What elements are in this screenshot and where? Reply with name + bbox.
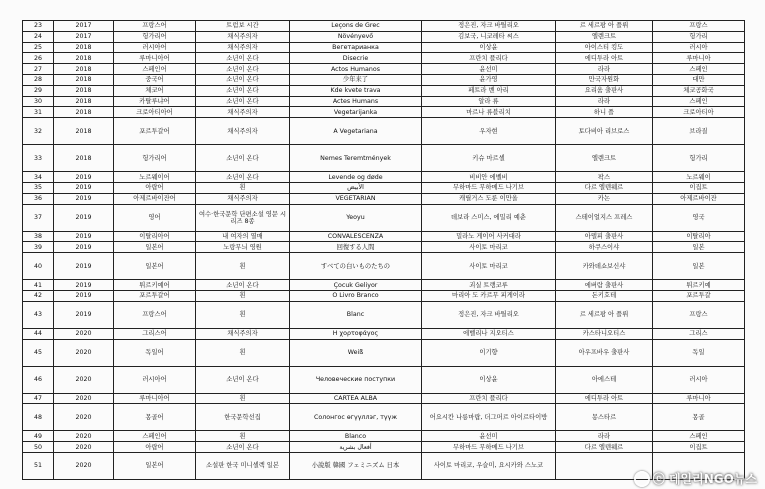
country-cell: 일본	[653, 242, 745, 253]
row-number-cell: 51	[23, 452, 54, 479]
year-cell: 2019	[54, 204, 114, 231]
original-work-cell: 여수·한국문학 단편소설 영문 시리즈 8종	[196, 204, 290, 231]
original-work-cell: 소년이 온다	[196, 96, 290, 107]
translated-title-cell: Солонгос өгүүллэг, түүж	[290, 404, 422, 431]
country-cell: 스페인	[653, 96, 745, 107]
translated-title-cell: Vegetarijanka	[290, 107, 422, 118]
year-cell: 2017	[54, 21, 114, 32]
original-work-cell: 채식주의자	[196, 118, 290, 145]
original-work-cell: 소년이 온다	[196, 172, 290, 183]
publisher-cell: 다르 엘텐웨르	[556, 182, 653, 193]
country-cell: 포르투갈	[653, 290, 745, 301]
table-row	[23, 182, 745, 193]
translator-cell: 이상윤	[422, 42, 556, 53]
country-cell: 루마니아	[653, 53, 745, 64]
watermark	[634, 470, 757, 488]
language-cell: 일본어	[114, 242, 196, 253]
publisher-cell: 아이스티 킹도	[556, 42, 653, 53]
year-cell: 2017	[54, 31, 114, 42]
country-cell: 프랑스	[653, 301, 745, 328]
year-cell: 2018	[54, 96, 114, 107]
translator-cell: 프란치 플리다	[422, 393, 556, 404]
country-cell: 체코공화국	[653, 85, 745, 96]
translated-title-cell: A Vegetariana	[290, 118, 422, 145]
language-cell: 아랍어	[114, 182, 196, 193]
year-cell: 2018	[54, 145, 114, 172]
year-cell: 2019	[54, 231, 114, 242]
row-number-cell: 50	[23, 442, 54, 453]
row-number-cell: 46	[23, 366, 54, 393]
translated-title-cell: Növényevő	[290, 31, 422, 42]
table-row	[23, 193, 745, 204]
row-number-cell: 33	[23, 145, 54, 172]
row-number-cell: 25	[23, 42, 54, 53]
year-cell: 2018	[54, 107, 114, 118]
country-cell: 러시아	[653, 366, 745, 393]
translated-title-cell: 小說版 韓國 フェミニズム 日本	[290, 452, 422, 479]
publisher-cell: 에버람 출판사	[556, 280, 653, 291]
language-cell: 아제르바이잔어	[114, 193, 196, 204]
language-cell: 포르투갈어	[114, 290, 196, 301]
language-cell: 이탈리아어	[114, 231, 196, 242]
translator-cell: 데보라 스미스, 에밀리 예춘	[422, 204, 556, 231]
original-work-cell: 한국문학선집	[196, 404, 290, 431]
translated-title-cell: Weiß	[290, 339, 422, 366]
translated-title-cell: Nemes Teremtmények	[290, 145, 422, 172]
country-cell: 이탈리아	[653, 231, 745, 242]
year-cell: 2020	[54, 339, 114, 366]
translator-cell: 김보국, 니코레타 씨스	[422, 31, 556, 42]
table-row	[23, 172, 745, 183]
original-work-cell: 채식주의자	[196, 42, 290, 53]
translator-cell: 윤선미	[422, 431, 556, 442]
translated-title-cell: Вегетарианка	[290, 42, 422, 53]
row-number-cell: 30	[23, 96, 54, 107]
language-cell: 러시아어	[114, 366, 196, 393]
translator-cell: 사이토 마리코, 우슬미, 요시카와 스노코	[422, 452, 556, 479]
country-cell: 노르웨이	[653, 172, 745, 183]
publisher-cell: 르 세르팡 아 플뤼	[556, 301, 653, 328]
year-cell: 2019	[54, 290, 114, 301]
translated-title-cell: O Livro Branco	[290, 290, 422, 301]
row-number-cell: 29	[23, 85, 54, 96]
row-number-cell: 27	[23, 64, 54, 75]
translated-title-cell: Actes Humans	[290, 96, 422, 107]
year-cell: 2020	[54, 442, 114, 453]
table-row	[23, 242, 745, 253]
book-list-table	[22, 20, 745, 480]
year-cell: 2018	[54, 42, 114, 53]
original-work-cell: 소설판 한국 미니셀렉 일본	[196, 452, 290, 479]
year-cell: 2019	[54, 182, 114, 193]
table-row	[23, 85, 745, 96]
translated-title-cell: CONVALESCENZA	[290, 231, 422, 242]
table-row	[23, 118, 745, 145]
language-cell: 크로아티아어	[114, 107, 196, 118]
row-number-cell: 24	[23, 31, 54, 42]
row-number-cell: 43	[23, 301, 54, 328]
country-cell: 그리스	[653, 328, 745, 339]
language-cell: 일본어	[114, 253, 196, 280]
translated-title-cell: Disecrie	[290, 53, 422, 64]
row-number-cell: 31	[23, 107, 54, 118]
original-work-cell: 소년이 온다	[196, 85, 290, 96]
publisher-cell: 요리움 출판사	[556, 85, 653, 96]
year-cell: 2020	[54, 452, 114, 479]
language-cell: 포르투갈어	[114, 118, 196, 145]
table-row	[23, 253, 745, 280]
translator-cell: 마리아 도 카르무 피게이라	[422, 290, 556, 301]
translator-cell: 무하마드 무하메드 나기브	[422, 182, 556, 193]
translated-title-cell: 少年来了	[290, 74, 422, 85]
country-cell: 스페인	[653, 64, 745, 75]
language-cell: 러시아어	[114, 42, 196, 53]
original-work-cell: 소년이 온다	[196, 74, 290, 85]
translated-title-cell: Blanc	[290, 301, 422, 328]
country-cell: 독일	[653, 339, 745, 366]
publisher-cell: 하쿠스이샤	[556, 242, 653, 253]
language-cell: 아랍어	[114, 442, 196, 453]
language-cell: 프랑스어	[114, 301, 196, 328]
year-cell: 2018	[54, 85, 114, 96]
translated-title-cell: Levende og døde	[290, 172, 422, 183]
country-cell: 루마니아	[653, 393, 745, 404]
country-cell: 헝가리	[653, 145, 745, 172]
translator-cell: 비비안 에벨비	[422, 172, 556, 183]
publisher-cell: 에디투라 아트	[556, 393, 653, 404]
language-cell: 일본어	[114, 452, 196, 479]
language-cell: 루마니아어	[114, 393, 196, 404]
country-cell: 러시아	[653, 42, 745, 53]
translator-cell: 마르나 류블리치	[422, 107, 556, 118]
translated-title-cell: Человеческие поступки	[290, 366, 422, 393]
translated-title-cell: Leçons de Grec	[290, 21, 422, 32]
row-number-cell: 39	[23, 242, 54, 253]
translated-title-cell: 回復する人間	[290, 242, 422, 253]
translator-cell: 페트라 벤 아리	[422, 85, 556, 96]
original-work-cell: 소년이 온다	[196, 366, 290, 393]
translated-title-cell: الأبيض	[290, 182, 422, 193]
translator-cell: 정은진, 자크 바틸리오	[422, 21, 556, 32]
translator-cell: 프란치 플리다	[422, 53, 556, 64]
table-row	[23, 404, 745, 431]
country-cell: 대만	[653, 74, 745, 85]
table-row	[23, 301, 745, 328]
original-work-cell: 흰	[196, 301, 290, 328]
publisher-cell: 만국자원화	[556, 74, 653, 85]
translator-cell: 어요시칸 나릉마랍, 더그머르 아이르타이방	[422, 404, 556, 431]
table-row	[23, 21, 745, 32]
table-row	[23, 145, 745, 172]
row-number-cell: 26	[23, 53, 54, 64]
year-cell: 2020	[54, 366, 114, 393]
country-cell: 이집트	[653, 182, 745, 193]
year-cell: 2018	[54, 118, 114, 145]
translator-cell: 정은진, 자크 바틸리오	[422, 301, 556, 328]
language-cell: 그리스어	[114, 328, 196, 339]
country-cell: 몽골	[653, 404, 745, 431]
row-number-cell: 47	[23, 393, 54, 404]
language-cell: 중국어	[114, 74, 196, 85]
country-cell: 아제르바이잔	[653, 193, 745, 204]
original-work-cell: 흰	[196, 182, 290, 193]
translated-title-cell: すべての白いものたちの	[290, 253, 422, 280]
country-cell: 헝가리	[653, 31, 745, 42]
year-cell: 2018	[54, 74, 114, 85]
original-work-cell: 소년이 온다	[196, 145, 290, 172]
year-cell: 2019	[54, 301, 114, 328]
row-number-cell: 36	[23, 193, 54, 204]
original-work-cell: 흰	[196, 253, 290, 280]
year-cell: 2019	[54, 280, 114, 291]
translator-cell: 알라 류	[422, 96, 556, 107]
table-row	[23, 53, 745, 64]
row-number-cell: 28	[23, 74, 54, 85]
publisher-cell: 엘렌크트	[556, 145, 653, 172]
row-number-cell: 23	[23, 21, 54, 32]
country-cell: 영국	[653, 204, 745, 231]
language-cell: 스페인어	[114, 431, 196, 442]
translator-cell: 캐릴거스 도룬 이만올	[422, 193, 556, 204]
original-work-cell: 흰	[196, 393, 290, 404]
original-work-cell: 소년이 온다	[196, 64, 290, 75]
row-number-cell: 49	[23, 431, 54, 442]
original-work-cell: 채식주의자	[196, 328, 290, 339]
language-cell: 튀르키예어	[114, 280, 196, 291]
translator-cell: 무하마드 무하메드 나기브	[422, 442, 556, 453]
publisher-cell: 하니 플	[556, 107, 653, 118]
year-cell: 2020	[54, 393, 114, 404]
language-cell: 스페인어	[114, 64, 196, 75]
translated-title-cell: Yeoyu	[290, 204, 422, 231]
publisher-cell: 엘렌크트	[556, 31, 653, 42]
language-cell: 노르웨이어	[114, 172, 196, 183]
row-number-cell: 35	[23, 182, 54, 193]
row-number-cell: 48	[23, 404, 54, 431]
table-row	[23, 74, 745, 85]
year-cell: 2020	[54, 328, 114, 339]
language-cell: 프랑스어	[114, 21, 196, 32]
country-cell: 크로아티아	[653, 107, 745, 118]
country-cell: 일본	[653, 253, 745, 280]
publisher-cell: 스테이얼지스 프레스	[556, 204, 653, 231]
table-row	[23, 366, 745, 393]
publisher-cell: 르 세르팡 아 플뤼	[556, 21, 653, 32]
language-cell: 체코어	[114, 85, 196, 96]
translator-cell: 이기향	[422, 339, 556, 366]
translated-title-cell: Çocuk Geliyor	[290, 280, 422, 291]
row-number-cell: 44	[23, 328, 54, 339]
country-cell: 이집트	[653, 442, 745, 453]
table-row	[23, 31, 745, 42]
table-row	[23, 339, 745, 366]
publisher-cell: 카와데쇼보신샤	[556, 253, 653, 280]
translator-cell: 사이토 마리코	[422, 253, 556, 280]
row-number-cell: 37	[23, 204, 54, 231]
publisher-cell: 돈키호테	[556, 290, 653, 301]
language-cell: 영어	[114, 204, 196, 231]
translator-cell: 에벨리나 지오티스	[422, 328, 556, 339]
publisher-cell: 라라	[556, 64, 653, 75]
original-work-cell: 흰	[196, 290, 290, 301]
language-cell: 헝가리어	[114, 145, 196, 172]
original-work-cell: 트럼보 시간	[196, 21, 290, 32]
watermark-text: ⓒ 데일리NGO뉴스	[652, 471, 757, 486]
logo-icon	[634, 471, 650, 487]
original-work-cell: 흰	[196, 339, 290, 366]
table-row	[23, 96, 745, 107]
publisher-cell: 아에스테	[556, 366, 653, 393]
translator-cell: 밀라노 게이어 사커대라	[422, 231, 556, 242]
translator-cell: 키슈 마르셀	[422, 145, 556, 172]
row-number-cell: 38	[23, 231, 54, 242]
table-row	[23, 431, 745, 442]
translator-cell: 괴실 트랭코루	[422, 280, 556, 291]
translated-title-cell: Kde kvete trava	[290, 85, 422, 96]
publisher-cell: 다르 엘텐웨르	[556, 442, 653, 453]
table-row	[23, 393, 745, 404]
translated-title-cell: VEGETARIAN	[290, 193, 422, 204]
year-cell: 2020	[54, 431, 114, 442]
table-body	[23, 21, 745, 480]
row-number-cell: 40	[23, 253, 54, 280]
table-row	[23, 107, 745, 118]
table-row	[23, 328, 745, 339]
year-cell: 2018	[54, 64, 114, 75]
original-work-cell: 채식주의자	[196, 193, 290, 204]
year-cell: 2019	[54, 253, 114, 280]
publisher-cell: 라라	[556, 96, 653, 107]
row-number-cell: 32	[23, 118, 54, 145]
country-cell: 스페인	[653, 431, 745, 442]
publisher-cell: 카논	[556, 193, 653, 204]
publisher-cell: 에디투라 아트	[556, 53, 653, 64]
publisher-cell: 카스타니오티스	[556, 328, 653, 339]
row-number-cell: 42	[23, 290, 54, 301]
table-row	[23, 64, 745, 75]
year-cell: 2018	[54, 53, 114, 64]
translated-title-cell: أفعال بشرية	[290, 442, 422, 453]
year-cell: 2019	[54, 193, 114, 204]
year-cell: 2019	[54, 172, 114, 183]
original-work-cell: 소년이 온다	[196, 53, 290, 64]
publisher-cell: 아델피 출판사	[556, 231, 653, 242]
country-cell: 프랑스	[653, 21, 745, 32]
language-cell: 카탈루냐어	[114, 96, 196, 107]
translated-title-cell: CARTEA ALBA	[290, 393, 422, 404]
original-work-cell: 노랑무늬 영원	[196, 242, 290, 253]
language-cell: 헝가리어	[114, 31, 196, 42]
publisher-cell: 아우프바우 출판사	[556, 339, 653, 366]
language-cell: 몽골어	[114, 404, 196, 431]
table-row	[23, 42, 745, 53]
original-work-cell: 내 여자의 열매	[196, 231, 290, 242]
table-row	[23, 231, 745, 242]
translator-cell: 우자현	[422, 118, 556, 145]
table-row	[23, 290, 745, 301]
table-row	[23, 204, 745, 231]
translator-cell: 이상윤	[422, 366, 556, 393]
translator-cell: 윤가영	[422, 74, 556, 85]
translated-title-cell: Η χορτοφάγος	[290, 328, 422, 339]
original-work-cell: 채식주의자	[196, 31, 290, 42]
year-cell: 2019	[54, 242, 114, 253]
row-number-cell: 34	[23, 172, 54, 183]
publisher-cell: 팍스	[556, 172, 653, 183]
table-row	[23, 280, 745, 291]
publisher-cell: 토다비아 리브로스	[556, 118, 653, 145]
year-cell: 2020	[54, 404, 114, 431]
country-cell: 튀르키예	[653, 280, 745, 291]
language-cell: 독일어	[114, 339, 196, 366]
table-row	[23, 442, 745, 453]
language-cell: 루마니아어	[114, 53, 196, 64]
translator-cell: 사이토 마리코	[422, 242, 556, 253]
original-work-cell: 소년이 온다	[196, 442, 290, 453]
row-number-cell: 45	[23, 339, 54, 366]
original-work-cell: 소년이 온다	[196, 280, 290, 291]
country-cell: 브라질	[653, 118, 745, 145]
translated-title-cell: Blanco	[290, 431, 422, 442]
translator-cell: 윤선미	[422, 64, 556, 75]
row-number-cell: 41	[23, 280, 54, 291]
publisher-cell: 라라	[556, 431, 653, 442]
publisher-cell: 몽스타르	[556, 404, 653, 431]
original-work-cell: 흰	[196, 431, 290, 442]
original-work-cell: 채식주의자	[196, 107, 290, 118]
translated-title-cell: Actos Humanos	[290, 64, 422, 75]
